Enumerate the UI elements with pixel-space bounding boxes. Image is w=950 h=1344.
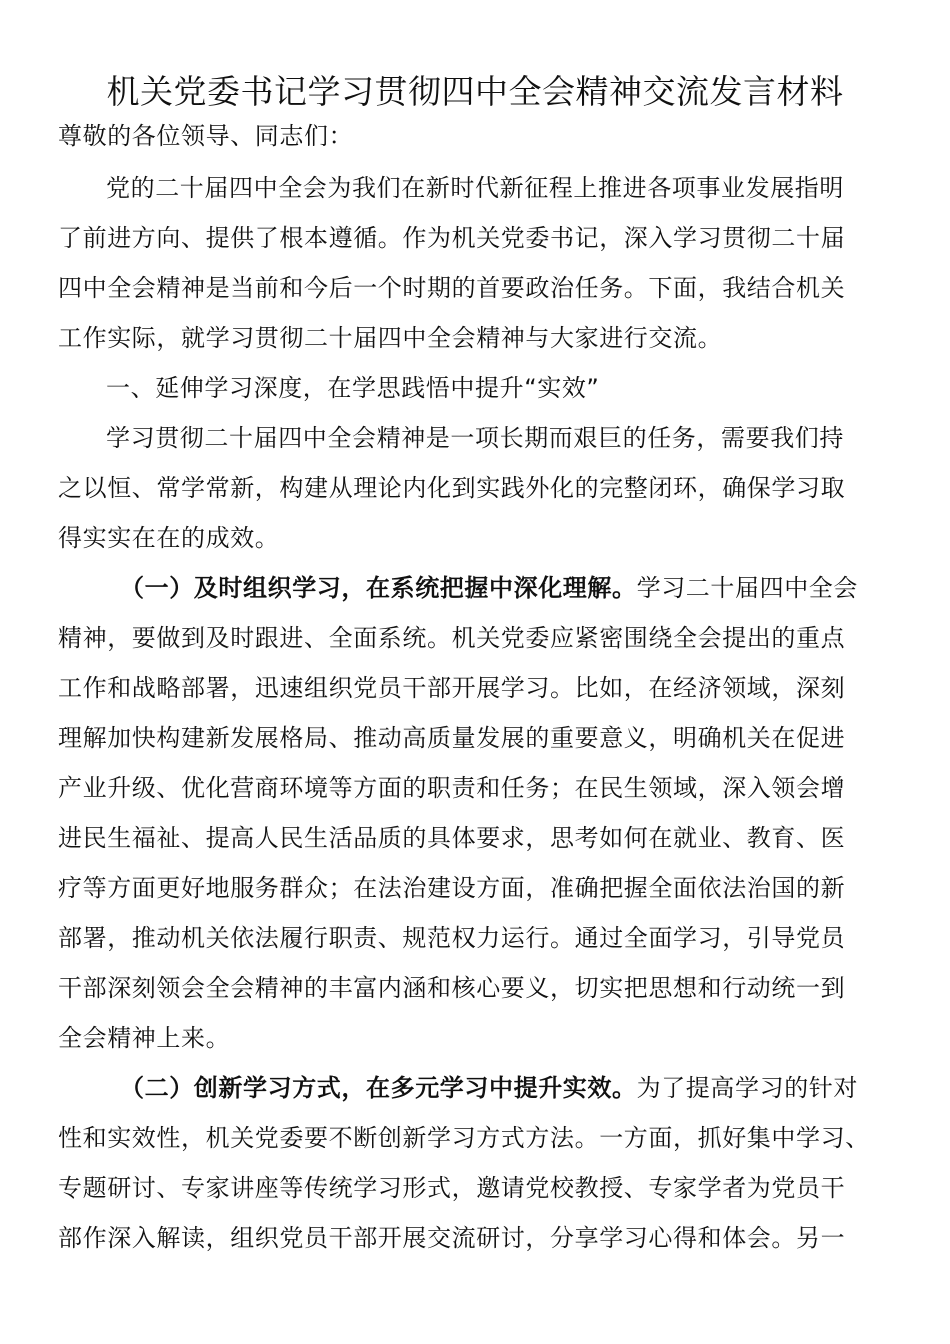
body-line: 部作深入解读，组织党员干部开展交流研讨，分享学习心得和体会。另一 bbox=[58, 1224, 846, 1252]
document-title: 机关党委书记学习贯彻四中全会精神交流发言材料 bbox=[106, 72, 844, 111]
intro-line: 工作实际，就学习贯彻二十届四中全会精神与大家进行交流。 bbox=[58, 324, 723, 352]
intro-line: 党的二十届四中全会为我们在新时代新征程上推进各项事业发展指明 bbox=[106, 174, 844, 202]
section-heading: 一、延伸学习深度，在学思践悟中提升“实效” bbox=[106, 374, 600, 402]
subsection-1-first-line bbox=[120, 568, 898, 608]
body-line: 进民生福祉、提高人民生活品质的具体要求，思考如何在就业、教育、医 bbox=[58, 824, 846, 852]
body-line: 疗等方面更好地服务群众；在法治建设方面，准确把握全面依法治国的新 bbox=[58, 874, 846, 902]
body-text: 为了提高学习的针对 bbox=[636, 1074, 859, 1102]
body-line: 性和实效性，机关党委要不断创新学习方式方法。一方面，抓好集中学习、 bbox=[58, 1124, 870, 1152]
body-text: 学习二十届四中全会 bbox=[636, 574, 859, 602]
body-line: 学习贯彻二十届四中全会精神是一项长期而艰巨的任务，需要我们持 bbox=[106, 424, 844, 452]
intro-line: 了前进方向、提供了根本遵循。作为机关党委书记，深入学习贯彻二十届 bbox=[58, 224, 846, 252]
body-line: 之以恒、常学常新，构建从理论内化到实践外化的完整闭环，确保学习取 bbox=[58, 474, 846, 502]
subsection-2-first-line bbox=[120, 1068, 898, 1108]
body-line: 理解加快构建新发展格局、推动高质量发展的重要意义，明确机关在促进 bbox=[58, 724, 846, 752]
body-line: 全会精神上来。 bbox=[58, 1024, 231, 1052]
body-line: 部署，推动机关依法履行职责、规范权力运行。通过全面学习，引导党员 bbox=[58, 924, 846, 952]
subsection-heading: （一）及时组织学习，在系统把握中深化理解。 bbox=[120, 574, 637, 602]
body-line: 得实实在在的成效。 bbox=[58, 524, 280, 552]
subsection-heading: （二）创新学习方式，在多元学习中提升实效。 bbox=[120, 1074, 637, 1102]
intro-line: 四中全会精神是当前和今后一个时期的首要政治任务。下面，我结合机关 bbox=[58, 274, 846, 302]
body-line: 精神，要做到及时跟进、全面系统。机关党委应紧密围绕全会提出的重点 bbox=[58, 624, 846, 652]
body-line: 产业升级、优化营商环境等方面的职责和任务；在民生领域，深入领会增 bbox=[58, 774, 846, 802]
body-line: 工作和战略部署，迅速组织党员干部开展学习。比如，在经济领域，深刻 bbox=[58, 674, 846, 702]
body-line: 专题研讨、专家讲座等传统学习形式，邀请党校教授、专家学者为党员干 bbox=[58, 1174, 846, 1202]
salutation: 尊敬的各位领导、同志们： bbox=[58, 122, 354, 150]
body-line: 干部深刻领会全会精神的丰富内涵和核心要义，切实把思想和行动统一到 bbox=[58, 974, 846, 1002]
